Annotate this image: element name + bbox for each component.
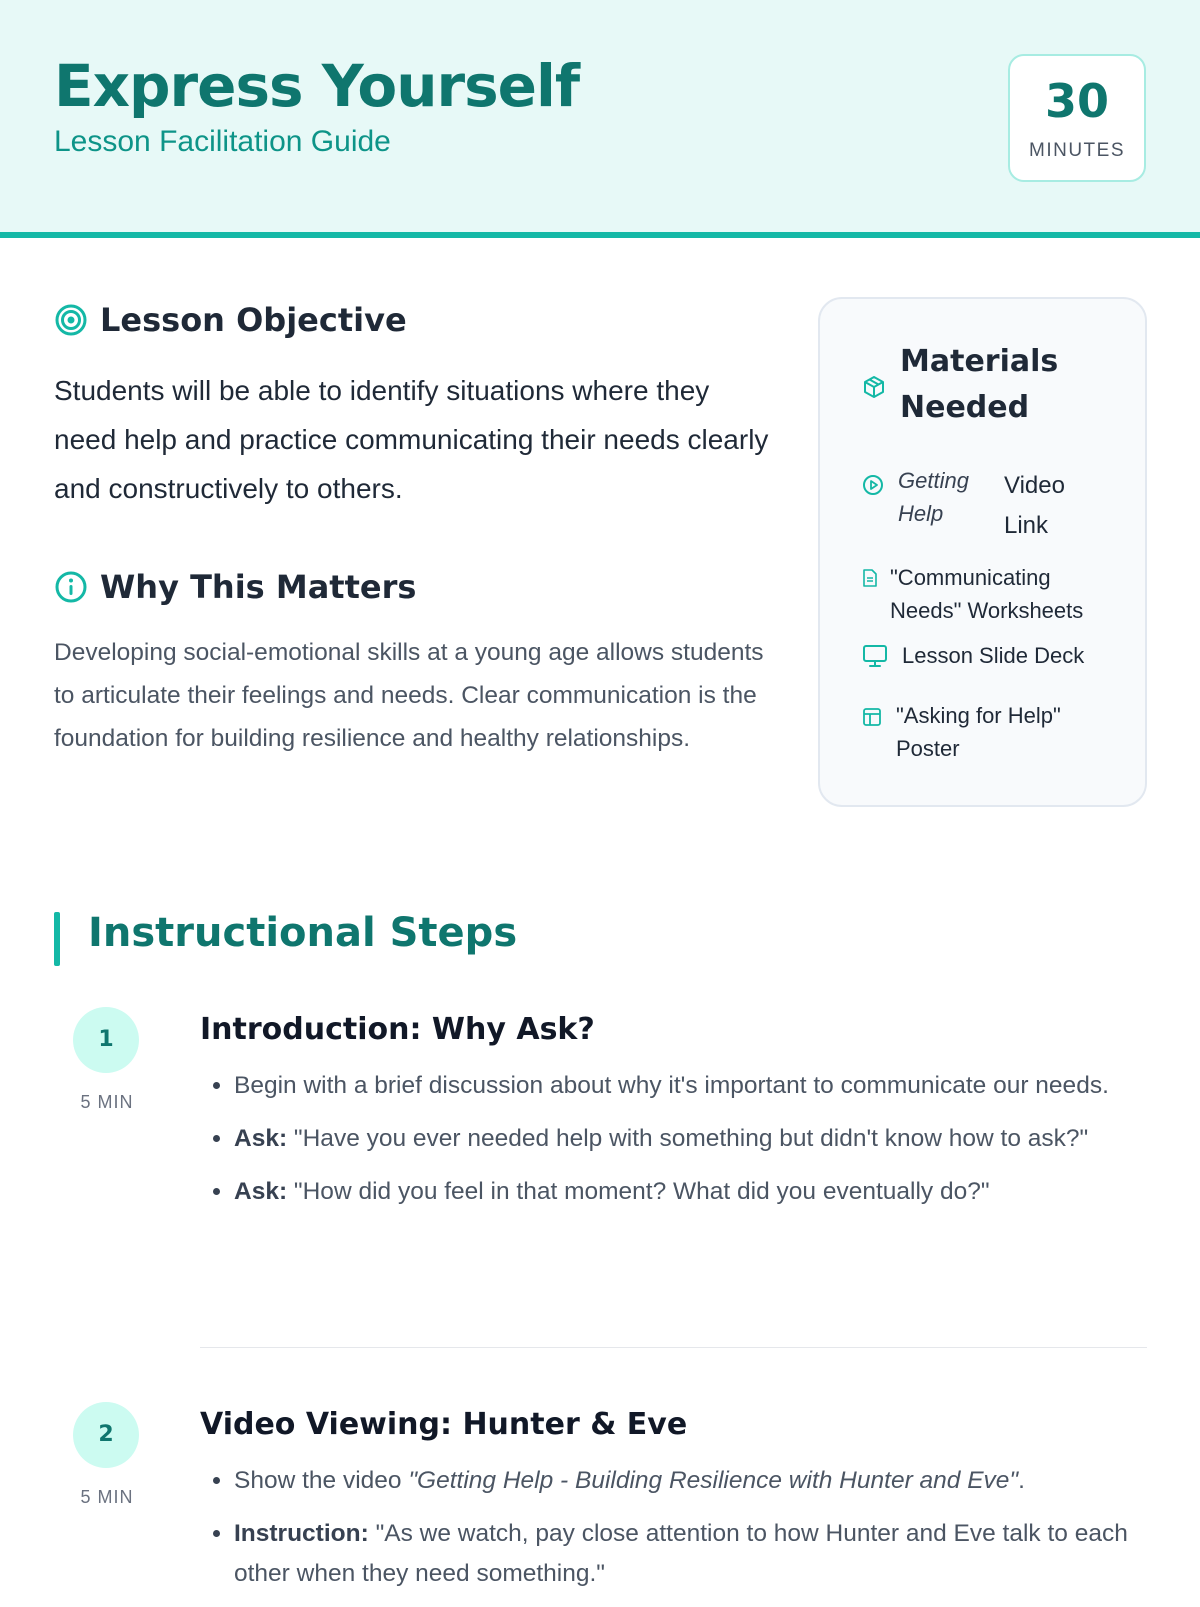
material-item-slides bbox=[862, 639, 1122, 679]
steps-title: Instructional Steps bbox=[88, 910, 518, 956]
duration-value: 30 bbox=[1044, 74, 1109, 128]
materials-card bbox=[818, 297, 1147, 807]
step-bullets bbox=[200, 1066, 1164, 1225]
monitor-icon bbox=[862, 643, 888, 669]
why-text: Developing social-emotional skills at a young age allows students to articulate their feelings and needs. Clear communication is the foundation for building resilience and healthy relationships. bbox=[54, 639, 764, 752]
bullet-text: Show the video bbox=[234, 1467, 409, 1494]
step-duration: 5 MIN bbox=[80, 1487, 134, 1507]
bullet-label: Ask: bbox=[234, 1178, 288, 1205]
target-icon bbox=[54, 303, 88, 337]
step-bullet bbox=[234, 1461, 1164, 1501]
material-poster-label: "Asking for Help" Poster bbox=[896, 703, 1061, 761]
bullet-text: "As we watch, pay close attention to how Hunter and Eve talk to each other when they need something." bbox=[234, 1520, 1128, 1587]
material-worksheets-label: "Communicating Needs" Worksheets bbox=[890, 565, 1084, 623]
material-slides-label: Lesson Slide Deck bbox=[902, 643, 1085, 668]
duration-badge bbox=[1008, 54, 1146, 182]
bullet-text: Begin with a brief discussion about why it's important to communicate our needs. bbox=[234, 1072, 1109, 1099]
play-icon bbox=[862, 474, 884, 496]
lesson-subtitle: Lesson Facilitation Guide bbox=[54, 125, 391, 158]
step-title: Introduction: Why Ask? bbox=[200, 1012, 595, 1047]
box-icon bbox=[862, 375, 886, 399]
materials-title: Materials Needed bbox=[900, 344, 1059, 425]
step-duration: 5 MIN bbox=[80, 1092, 134, 1112]
step-bullet bbox=[234, 1172, 1164, 1212]
why-title: Why This Matters bbox=[100, 568, 417, 606]
document-icon bbox=[862, 569, 878, 587]
poster-icon bbox=[862, 707, 882, 727]
steps-title-accent bbox=[54, 912, 60, 966]
why-heading bbox=[54, 568, 416, 606]
objective-heading bbox=[54, 301, 407, 339]
duration-unit: MINUTES bbox=[1029, 140, 1125, 161]
bullet-text: "Have you ever needed help with something but didn't know how to ask?" bbox=[293, 1125, 1089, 1152]
step-number: 1 bbox=[73, 1007, 139, 1073]
material-item-video[interactable] bbox=[862, 464, 1122, 544]
step-number: 2 bbox=[73, 1402, 139, 1468]
objective-text: Students will be able to identify situations where they need help and practice communicating their needs clearly and constructively to others. bbox=[54, 375, 769, 504]
step-bullet bbox=[234, 1119, 1164, 1159]
video-title: "Getting Help - Building Resilience with Hunter and Eve" bbox=[408, 1467, 1019, 1494]
material-item-poster bbox=[862, 699, 1122, 769]
material-item-worksheets bbox=[862, 561, 1122, 631]
material-video-title[interactable]: Getting Help bbox=[898, 468, 969, 526]
info-icon bbox=[54, 570, 88, 604]
bullet-label: Instruction: bbox=[234, 1520, 369, 1547]
objective-title: Lesson Objective bbox=[100, 301, 407, 339]
material-video-link[interactable]: Video Link bbox=[1004, 472, 1065, 539]
bullet-label: Ask: bbox=[234, 1125, 288, 1152]
step-divider bbox=[200, 1347, 1147, 1348]
bullet-text: "How did you feel in that moment? What did you eventually do?" bbox=[293, 1178, 990, 1205]
step-bullet bbox=[234, 1066, 1164, 1106]
bullet-text-end: . bbox=[1018, 1467, 1025, 1494]
step-bullet bbox=[234, 1514, 1164, 1594]
lesson-title: Express Yourself bbox=[54, 52, 580, 120]
step-title: Video Viewing: Hunter & Eve bbox=[200, 1407, 688, 1442]
lesson-header bbox=[0, 0, 1200, 238]
step-bullets bbox=[200, 1461, 1164, 1607]
